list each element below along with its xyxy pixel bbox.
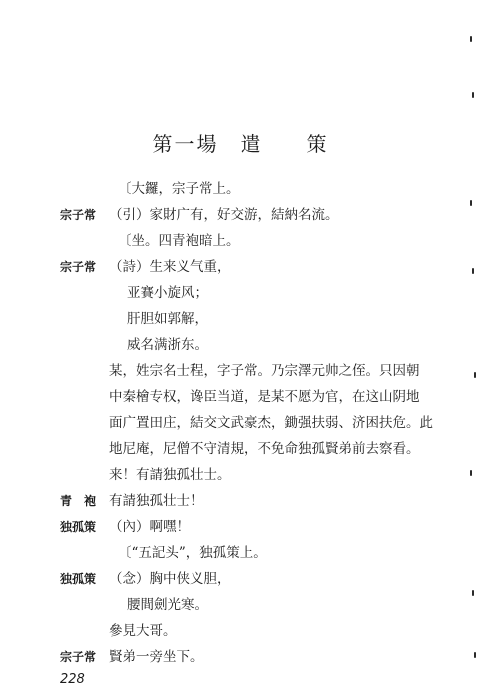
scan-speck — [470, 470, 472, 476]
dialogue-line: 參見大哥。 — [109, 623, 177, 639]
scan-speck — [470, 200, 472, 206]
scene-title: 第一場 遣 策 — [152, 132, 329, 156]
speaker-label: 青 袍 — [60, 494, 97, 508]
speaker-label: 独孤策 — [60, 572, 97, 586]
prose-line: 某，姓宗名士程，字子常。乃宗澤元帅之侄。只因朝 — [109, 363, 420, 379]
scan-speck — [474, 372, 476, 378]
scan-speck — [470, 36, 472, 42]
dialogue-line: （詩）生来义气重， — [109, 259, 231, 275]
prose-line: 来！有請独孤壮士。 — [109, 467, 231, 483]
verse-line: 腰間劍光寒。 — [127, 597, 208, 613]
dialogue-line: （念）胸中侠义胆， — [109, 571, 231, 587]
stage-direction: 〔大鑼，宗子常上。 — [118, 181, 240, 197]
verse-line: 肝胆如郭解， — [127, 311, 208, 327]
scan-speck — [472, 268, 474, 274]
verse-line: 威名满浙东。 — [127, 337, 208, 353]
speaker-label: 独孤策 — [60, 520, 97, 534]
scan-speck — [474, 652, 476, 658]
dialogue-line: 有請独孤壮士！ — [109, 493, 204, 509]
scan-speck — [472, 92, 474, 98]
prose-line: 面广置田庄，結交文武豪杰，鋤强扶弱、济困扶危。此 — [109, 415, 433, 431]
dialogue-line: （內）啊嘿！ — [109, 519, 190, 535]
speaker-label: 宗子常 — [60, 260, 97, 274]
dialogue-line: 賢弟一旁坐下。 — [109, 649, 204, 665]
speaker-label: 宗子常 — [60, 208, 97, 222]
scan-speck — [472, 590, 474, 596]
dialogue-line: （引）家財广有，好交游，結納名流。 — [109, 207, 339, 223]
stage-direction: 〔坐。四青袍暗上。 — [118, 233, 240, 249]
verse-line: 亚賽小旋风； — [127, 285, 208, 301]
page-number: 228 — [60, 672, 85, 687]
speaker-label: 宗子常 — [60, 650, 97, 664]
prose-line: 地尼庵，尼僧不守清規，不免命独孤賢弟前去察看。 — [109, 441, 420, 457]
stage-direction: 〔“五記头”，独孤策上。 — [118, 545, 267, 561]
prose-line: 中秦檜专权，谗臣当道，是某不愿为官，在这山阴地 — [109, 389, 420, 405]
